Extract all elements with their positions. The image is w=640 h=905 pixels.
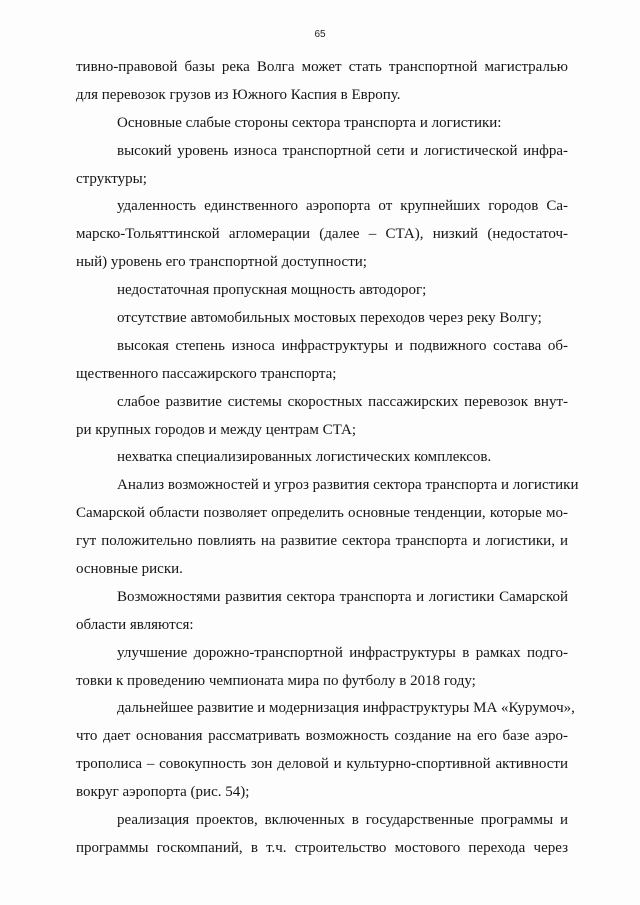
- text-line: гут положительно повлиять на развитие сектора транспорта и логистики, и: [76, 533, 568, 550]
- text-line: недостаточная пропускная мощность автодорог;: [117, 282, 427, 299]
- text-line: отсутствие автомобильных мостовых переходов через реку Волгу;: [117, 310, 542, 327]
- text-line: щественного пассажирского транспорта;: [76, 365, 337, 382]
- text-line: области являются:: [76, 616, 194, 633]
- text-line: Возможностями развития сектора транспорта и логистики Самарской: [117, 588, 568, 605]
- text-line: реализация проектов, включенных в государственные программы и: [117, 812, 568, 829]
- text-line: Самарской области позволяет определить основные тенденции, которые мо-: [76, 505, 568, 522]
- text-line: структуры;: [76, 170, 147, 187]
- text-line: вокруг аэропорта (рис. 54);: [76, 784, 250, 801]
- text-line: высокий уровень износа транспортной сети и логистической инфра-: [117, 142, 568, 159]
- text-line: основные риски.: [76, 561, 183, 578]
- page-number: 65: [314, 29, 326, 40]
- text-line: слабое развитие системы скоростных пассажирских перевозок внут-: [117, 393, 568, 410]
- text-line: для перевозок грузов из Южного Каспия в Европу.: [76, 86, 401, 103]
- text-line: программы госкомпаний, в т.ч. строительство мостового перехода через: [76, 839, 568, 856]
- text-line: Основные слабые стороны сектора транспорта и логистики:: [117, 114, 502, 131]
- text-line: что дает основания рассматривать возможность создание на его базе аэро-: [76, 728, 568, 745]
- text-line: нехватка специализированных логистических комплексов.: [117, 449, 492, 466]
- text-line: улучшение дорожно-транспортной инфраструктуры в рамках подго-: [117, 644, 568, 661]
- text-line: товки к проведению чемпионата мира по футболу в 2018 году;: [76, 672, 476, 689]
- body-text: [76, 54, 579, 863]
- text-line: высокая степень износа инфраструктуры и подвижного состава об-: [117, 337, 568, 354]
- text-line: ный) уровень его транспортной доступности;: [76, 254, 367, 271]
- text-line: трополиса – совокупность зон деловой и культурно-спортивной активности: [76, 756, 568, 773]
- text-line: удаленность единственного аэропорта от крупнейших городов Са-: [117, 198, 568, 215]
- text-line: марско-Тольяттинской агломерации (далее – СТА), низкий (недостаточ-: [76, 226, 568, 243]
- text-line: дальнейшее развитие и модернизация инфраструктуры МА «Курумоч»,: [117, 700, 575, 717]
- text-line: тивно-правовой базы река Волга может стать транспортной магистралью: [76, 59, 568, 75]
- text-line: ри крупных городов и между центрам СТА;: [76, 421, 357, 438]
- text-line: Анализ возможностей и угроз развития сектора транспорта и логистики: [117, 477, 579, 494]
